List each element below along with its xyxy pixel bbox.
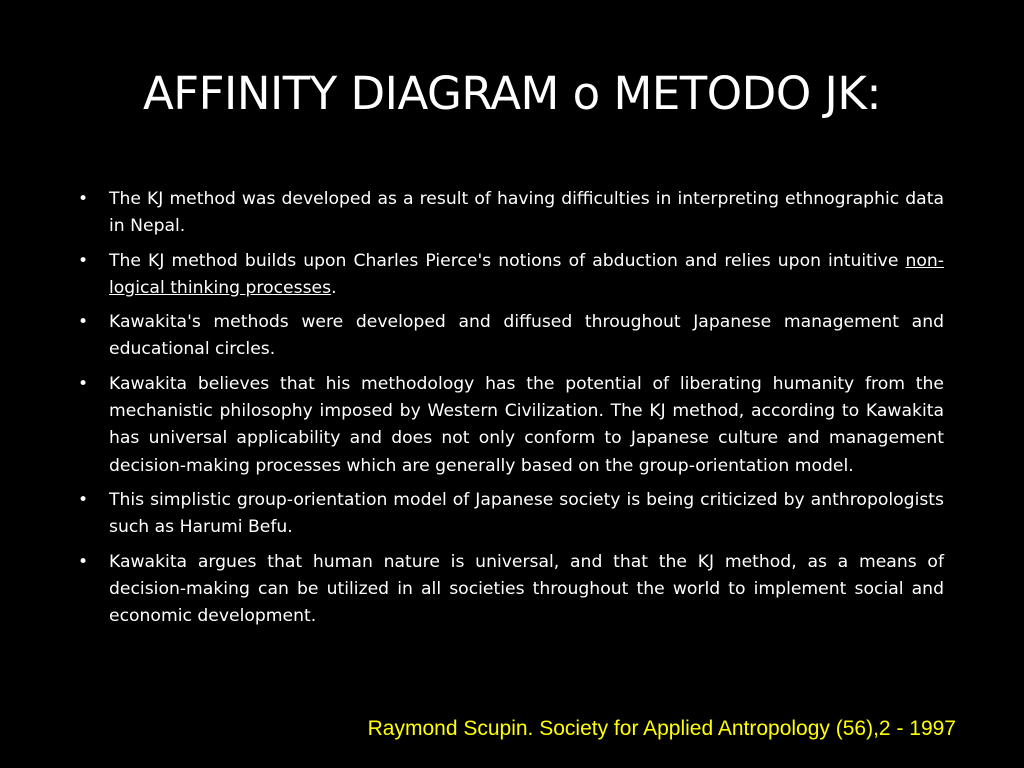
- bullet-item-4: [78, 371, 944, 480]
- bullet-icon: •: [78, 250, 89, 271]
- bullet-icon: •: [78, 312, 89, 333]
- bullet-text: Kawakita's methods were developed and diffused throughout Japanese management and educational circles.: [109, 312, 944, 360]
- slide-title: AFFINITY DIAGRAM o METODO JK:: [143, 67, 881, 120]
- bullet-text-end: .: [331, 277, 337, 298]
- bullet-text: Kawakita argues that human nature is universal, and that the KJ method, as a means of decision-making can be utilized in all societies throughout the world to implement social and economic development.: [109, 551, 944, 627]
- bullet-icon: •: [78, 489, 89, 510]
- bullet-text: The KJ method was developed as a result of having difficulties in interpreting ethnographic data in Nepal.: [109, 189, 944, 237]
- bullet-icon: •: [78, 373, 89, 394]
- citation: Raymond Scupin. Society for Applied Antropology (56),2 - 1997: [367, 717, 956, 740]
- bullet-text: The KJ method builds upon Charles Pierce's notions of abduction and relies upon intuitive: [109, 250, 906, 271]
- bullet-item-1: [78, 186, 944, 241]
- bullet-item-5: [78, 487, 944, 542]
- bullet-list: [78, 186, 944, 637]
- bullet-icon: •: [78, 189, 89, 209]
- bullet-icon: •: [78, 551, 89, 572]
- bullet-text: This simplistic group-orientation model of Japanese society is being criticized by anthropologists such as Harumi Befu.: [109, 489, 944, 538]
- bullet-item-6: [78, 549, 944, 631]
- bullet-item-2: [78, 248, 944, 303]
- hyperlink-non-logical-thinking[interactable]: non-logical thinking processes: [109, 250, 944, 298]
- bullet-item-3: [78, 309, 944, 364]
- bullet-text: Kawakita believes that his methodology has the potential of liberating humanity from the mechanistic philosophy imposed by Western Civilization. The KJ method, according to Kawakita has universal applicability and does not only conform to Japanese culture and management decision-making processes which are generally based on the group-orientation model.: [109, 373, 944, 476]
